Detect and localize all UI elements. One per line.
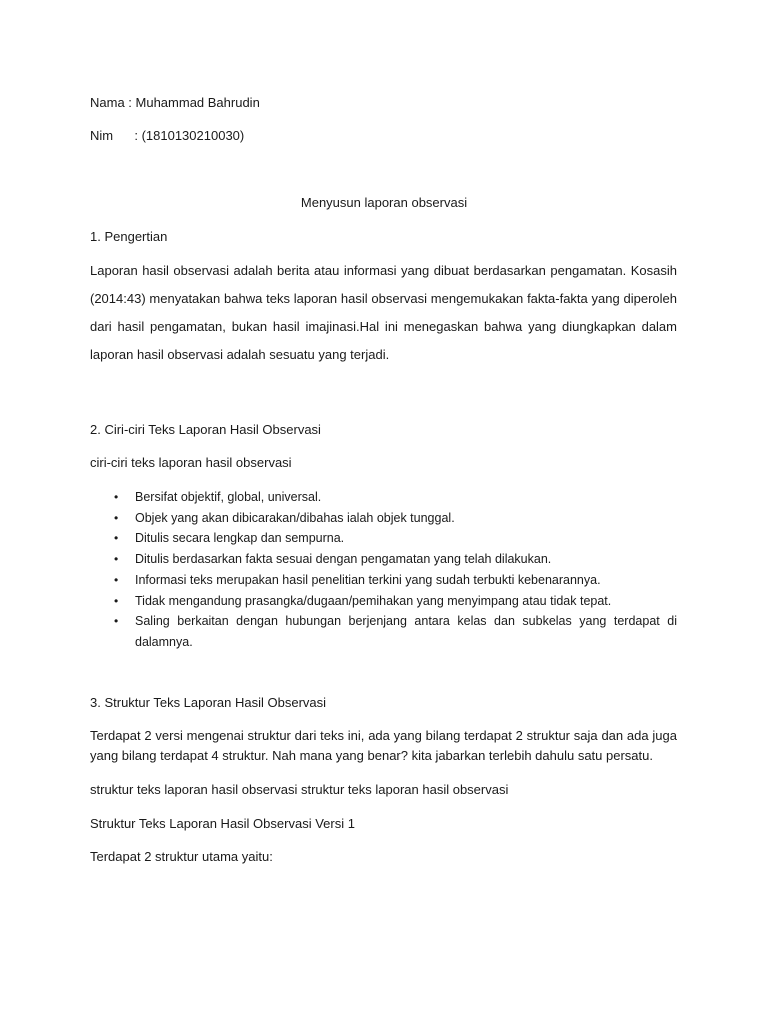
- student-name: Nama : Muhammad Bahrudin: [90, 95, 260, 110]
- section-3-heading: 3. Struktur Teks Laporan Hasil Observasi: [90, 695, 327, 710]
- list-item: • Ditulis secara lengkap dan sempurna.: [90, 528, 677, 549]
- bullet-icon: •: [114, 490, 119, 504]
- section-1-heading: 1. Pengertian: [90, 229, 168, 244]
- section-3-line-3: Terdapat 2 struktur utama yaitu:: [90, 849, 273, 864]
- section-1-paragraph: Laporan hasil observasi adalah berita atau informasi yang dibuat berdasarkan pengamatan. Kosasih (2014:43) menyatakan bahwa teks laporan hasil observasi mengemukakan fakta-fakta yang diperoleh dari hasil pengamatan, bukan hasil imajinasi.Hal ini menegaskan bahwa yang diungkapkan dalam laporan hasil observasi adalah sesuatu yang terjadi.: [90, 263, 677, 362]
- section-3-line-1: struktur teks laporan hasil observasi struktur teks laporan hasil observasi: [90, 782, 509, 797]
- nim-value: : (1810130210030): [134, 128, 245, 143]
- bullet-icon: •: [114, 510, 119, 525]
- section-3-line-2: Struktur Teks Laporan Hasil Observasi Versi 1: [90, 816, 355, 831]
- nim-label: Nim: [90, 128, 114, 143]
- document-title: Menyusun laporan observasi: [300, 195, 468, 210]
- bullet-icon: •: [114, 593, 119, 608]
- list-item: • Saling berkaitan dengan hubungan berjenjang antara kelas dan subkelas yang terdapat di dalamnya.: [90, 611, 677, 652]
- list-item: • Ditulis berdasarkan fakta sesuai dengan pengamatan yang telah dilakukan.: [90, 549, 677, 570]
- section-2-heading: 2. Ciri-ciri Teks Laporan Hasil Observasi: [90, 422, 321, 437]
- characteristics-list: [90, 487, 677, 653]
- bullet-icon: •: [114, 614, 119, 629]
- student-nim: [90, 128, 244, 144]
- bullet-icon: •: [114, 572, 119, 587]
- list-item: • Informasi teks merupakan hasil penelitian terkini yang sudah terbukti kebenarannya.: [90, 570, 677, 591]
- list-item: • Objek yang akan dibicarakan/dibahas ialah objek tunggal.: [90, 508, 677, 529]
- section-3-paragraph: Terdapat 2 versi mengenai struktur dari teks ini, ada yang bilang terdapat 2 struktur saja dan ada juga yang bilang terdapat 4 struktur. Nah mana yang benar? kita jabarkan terlebih dahulu satu persatu.: [90, 728, 677, 763]
- section-2-intro: ciri-ciri teks laporan hasil observasi: [90, 455, 292, 470]
- bullet-icon: •: [114, 552, 119, 567]
- list-item: • Bersifat objektif, global, universal.: [90, 487, 677, 508]
- list-item: • Tidak mengandung prasangka/dugaan/pemihakan yang menyimpang atau tidak tepat.: [90, 591, 677, 612]
- bullet-icon: •: [114, 531, 119, 546]
